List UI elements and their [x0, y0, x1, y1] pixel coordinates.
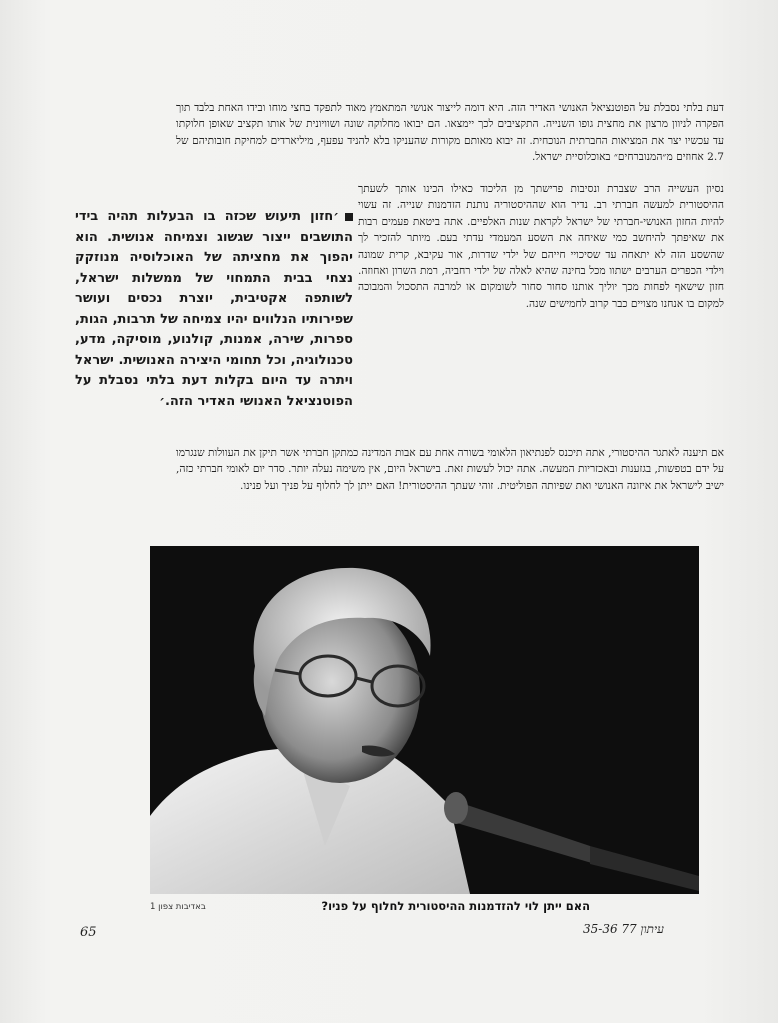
page-number: 65: [80, 925, 97, 940]
article-text: נסיון העשייה הרב שצברת ונסיבות פרישתך מן הליכוד כאילו הכינו אותך לשעתך ההיסטורית למעשה חברתי רב. נדיר הוא שההיסטוריה נותנת הזדמנות שנייה. זה עשוי להיות החזון האנושי-חברתי של ישראל לקראת שנות האלפיים. אתה ביטאת פעמים רבות את שאיפתך להיחשב כמי שאיחה את השסע המעמדי עדתי בעם. מיותר להזכיר לך שהשסע הזה לא יתאחה עד שסיכויי חייהם של ילדי שדרות, אור עקיבא, קרית שמונה וילדי הכפרים הערבים ישתוו מכל בחינה שהיא לאלה של ילדי רחביה, רמת השרון ואחוזה. חזון שישאף לפחות מכך יוליך אותנו סחור סחור לשומקום או למרבה התסכול והמבוכה למקום בו אנחנו מצויים כבר קרוב לחמישים שנה.: [358, 183, 724, 310]
article-paragraph-bottom: [176, 445, 724, 496]
photo-caption: האם ייתן לוי להזדמנות ההיסטורית לחלוף על פניו?: [321, 899, 590, 913]
square-bullet-icon: [345, 213, 353, 221]
article-text: אם תיענה לאתגר ההיסטורי, אתה תיכנס לפנתיאון הלאומי בשורה אחת עם אבות המדינה כמתקן חברתי אשר תיקן את העוולות שנגרמו על ידם בטפשות, בגזענות ובאכזריות המעשה. אתה יכול לעשות זאת. בישראל היום, אין משימה נעלה יותר. סדר יום לאומי חברתי כזה, ישיב לישראל את איזונה האנושי ואת שפיותה הפוליטית. זוהי שעתך ההיסטורית! האם ייתן לך לחלוף על פניך ועל פנינו.: [176, 447, 724, 492]
issue-mark: [583, 922, 664, 937]
portrait-photo: [150, 546, 699, 894]
pull-quote-text: ׳חזון תיעוש שכזה בו הבעלות תהיה בידי התושבים ייצור שגשוג וצמיחה אנושית. הוא יהפוך את מחציתה של האוכלוסיה מנוזקק נצחי בבית התמחוי של ממשלות ישראל, לשותפה אקטיבית, יוצרת נכסים ועושר שפירותיו הנלווים יהיו צמיחה של תרבות, הגות, ספרות, שירה, אמנות, קולנוע, מוסיקה, מדע, טכנולוגיה, וכל תחומי היצירה האנושית. ישראל ויתרה עד היום בקלות דעת בלתי נסבלת על הפוטנציאל האנושי האדיר הזה.׳: [75, 209, 353, 409]
pull-quote: [75, 207, 353, 412]
issue-mark-text: עיתון 77 35-36: [583, 922, 664, 936]
article-text: דעת בלתי נסבלת על הפוטנציאל האנושי האדיר הזה. היא דומה לייצור אנושי המתאמץ מאוד לתפקד בחצי מוחו ובידו האחת בלבד תוך הפקרה לניוון מרצון את מחצית גופו השנייה. התקציבים לכך יימצאו. הם יבואו מחלוקה שונה ושוויונית של אותו תקציב שאופן חלוקתו עד עכשיו יצר את המציאות החברתית הנוכחית. זה יבוא מאותם מקורות שהעניקו בלא להניד עפעף, מיליארדים למחיקת חובותיהם של 2.7 אחוזים מ״המנוברחים״ באוכלוסיית ישראל.: [176, 102, 724, 164]
article-paragraph-top: [176, 100, 724, 168]
portrait-illustration: [150, 546, 699, 894]
article-paragraph-column: [358, 181, 724, 314]
photo-credit: באדיבות צפון 1: [150, 902, 206, 912]
